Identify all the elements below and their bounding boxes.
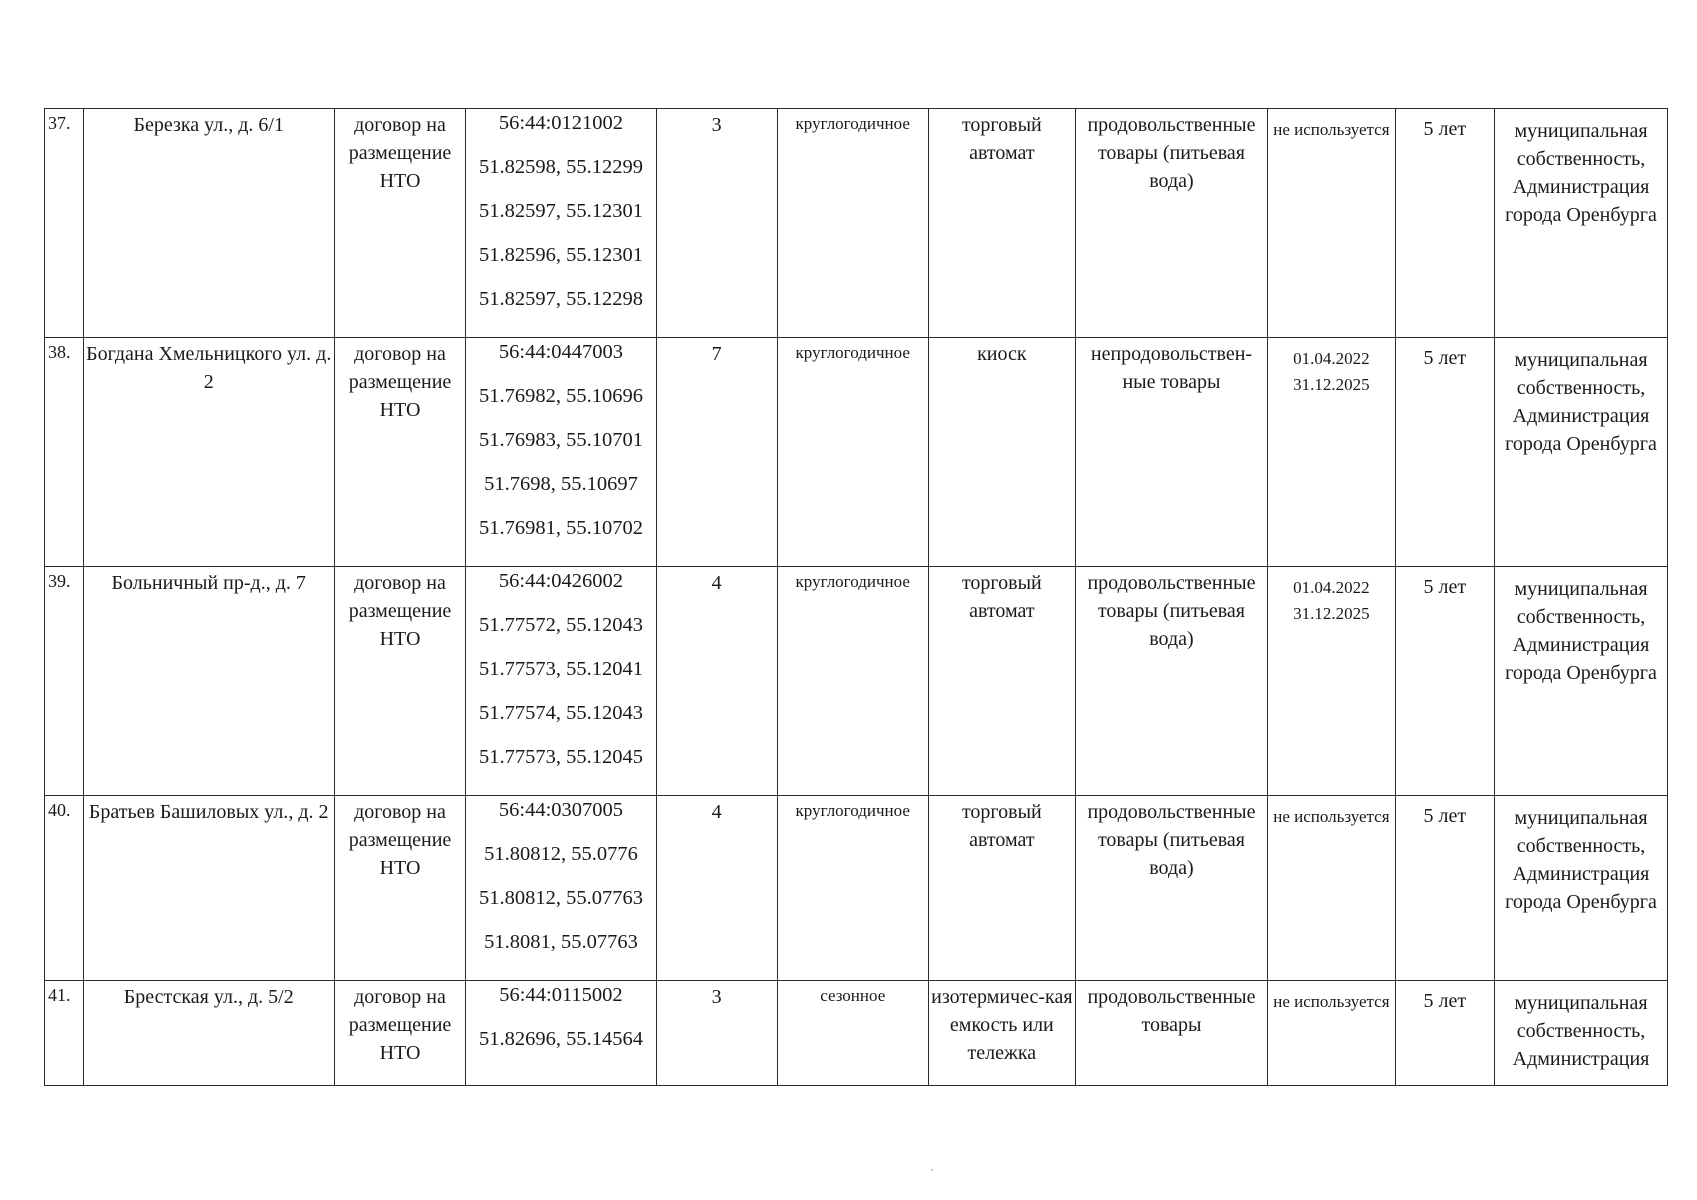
coordinate-pair: 51.76981, 55.10702 [478,517,643,539]
object-type-cell: торговый автомат [928,796,1075,981]
coordinate-pair: 51.80812, 55.07763 [478,887,643,909]
coordinate-pair: 51.82598, 55.12299 [478,156,643,178]
term-cell: 01.04.2022 31.12.2025 [1268,567,1396,796]
scan-speck [931,1169,933,1171]
owner-cell: муниципальная собственность, Администрация [1495,981,1668,1086]
specialization-cell: продовольственные товары (питьевая вода) [1075,796,1267,981]
term-cell: не используется [1268,796,1396,981]
cadastral-cell [466,796,656,981]
basis-cell: договор на размещение НТО [334,567,466,796]
row-number: 37. [45,109,84,338]
address-cell: Березка ул., д. 6/1 [83,109,334,338]
specialization-cell: продовольственные товары (питьевая вода) [1075,109,1267,338]
basis-cell: договор на размещение НТО [334,796,466,981]
address-cell: Братьев Башиловых ул., д. 2 [83,796,334,981]
table-row [45,567,1668,796]
cadastral-cell [466,981,656,1086]
coordinate-pair: 51.82597, 55.12298 [478,288,643,310]
years-cell: 5 лет [1395,338,1494,567]
nto-placement-table [44,108,1668,1086]
table-row [45,796,1668,981]
coordinate-pair: 51.77573, 55.12041 [478,658,643,680]
coordinate-pair: 51.82597, 55.12301 [478,200,643,222]
area-cell: 3 [656,109,777,338]
table-row [45,109,1668,338]
coordinate-pair: 51.7698, 55.10697 [484,473,638,495]
period-cell: круглогодичное [777,338,928,567]
specialization-cell: непродовольствен-ные товары [1075,338,1267,567]
object-type-cell: киоск [928,338,1075,567]
area-cell: 3 [656,981,777,1086]
owner-cell: муниципальная собственность, Администрация города Оренбурга [1495,109,1668,338]
owner-cell: муниципальная собственность, Администрация города Оренбурга [1495,567,1668,796]
period-cell: круглогодичное [777,567,928,796]
cadastral-cell [466,338,656,567]
object-type-cell: торговый автомат [928,567,1075,796]
basis-cell: договор на размещение НТО [334,109,466,338]
specialization-cell: продовольственные товары [1075,981,1267,1086]
coordinate-pair: 51.82596, 55.12301 [478,244,643,266]
cadastral-number: 56:44:0307005 [498,799,624,821]
object-type-cell: изотермичес-кая емкость или тележка [928,981,1075,1086]
coordinate-pair: 51.76982, 55.10696 [478,385,643,407]
period-cell: сезонное [777,981,928,1086]
cadastral-cell [466,109,656,338]
coordinate-pair: 51.77572, 55.12043 [478,614,643,636]
area-cell: 4 [656,796,777,981]
cadastral-cell [466,567,656,796]
cadastral-number: 56:44:0426002 [498,570,624,592]
owner-cell: муниципальная собственность, Администрация города Оренбурга [1495,796,1668,981]
table-row [45,338,1668,567]
row-number: 41. [45,981,84,1086]
area-cell: 7 [656,338,777,567]
object-type-cell: торговый автомат [928,109,1075,338]
basis-cell: договор на размещение НТО [334,981,466,1086]
years-cell: 5 лет [1395,109,1494,338]
table-row [45,981,1668,1086]
term-cell: не используется [1268,981,1396,1086]
address-cell: Брестская ул., д. 5/2 [83,981,334,1086]
years-cell: 5 лет [1395,981,1494,1086]
owner-cell: муниципальная собственность, Администрация города Оренбурга [1495,338,1668,567]
cadastral-number: 56:44:0115002 [499,984,623,1006]
years-cell: 5 лет [1395,796,1494,981]
period-cell: круглогодичное [777,796,928,981]
term-cell: 01.04.2022 31.12.2025 [1268,338,1396,567]
period-cell: круглогодичное [777,109,928,338]
row-number: 38. [45,338,84,567]
address-cell: Больничный пр-д., д. 7 [83,567,334,796]
cadastral-number: 56:44:0121002 [498,112,624,134]
cadastral-number: 56:44:0447003 [498,341,624,363]
coordinate-pair: 51.77574, 55.12043 [478,702,643,724]
basis-cell: договор на размещение НТО [334,338,466,567]
coordinate-pair: 51.80812, 55.0776 [484,843,638,865]
row-number: 39. [45,567,84,796]
area-cell: 4 [656,567,777,796]
years-cell: 5 лет [1395,567,1494,796]
row-number: 40. [45,796,84,981]
term-cell: не используется [1268,109,1396,338]
coordinate-pair: 51.76983, 55.10701 [478,429,643,451]
specialization-cell: продовольственные товары (питьевая вода) [1075,567,1267,796]
coordinate-pair: 51.82696, 55.14564 [478,1028,643,1050]
address-cell: Богдана Хмельницкого ул. д. 2 [83,338,334,567]
coordinate-pair: 51.8081, 55.07763 [484,931,638,953]
coordinate-pair: 51.77573, 55.12045 [478,746,643,768]
